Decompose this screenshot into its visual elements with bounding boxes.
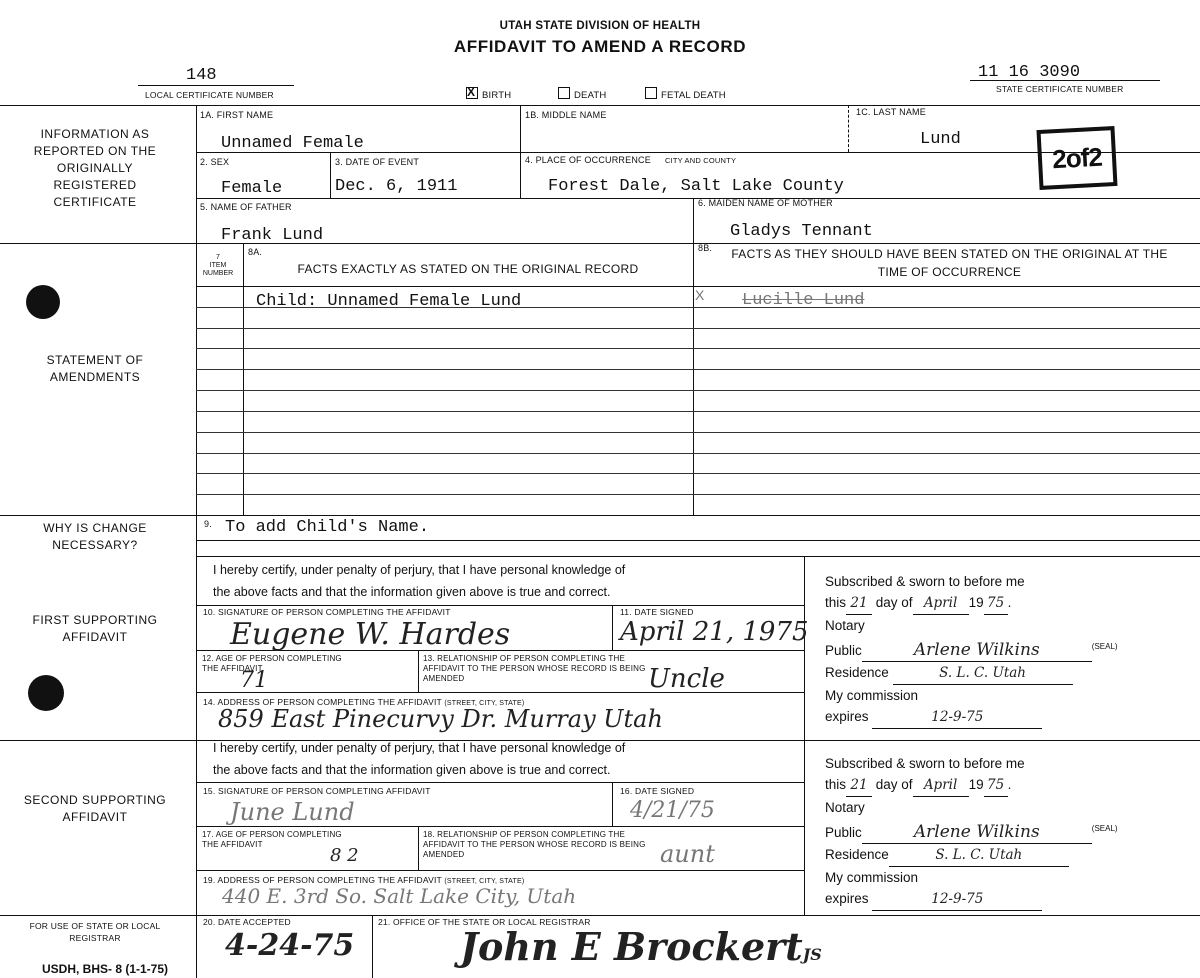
first-notary-public-sig: Arlene Wilkins xyxy=(862,640,1092,662)
first-notary-19: 19 xyxy=(968,595,984,610)
second-notary-seal: (SEAL) xyxy=(1091,824,1118,833)
birth-checkbox[interactable] xyxy=(466,87,478,99)
registrar-office-label: 21. OFFICE OF THE STATE OR LOCAL REGISTRAR xyxy=(378,917,591,927)
date-of-event-value: Dec. 6, 1911 xyxy=(335,177,458,196)
place-label-text: 4. PLACE OF OCCURRENCE xyxy=(525,155,651,165)
amendment-original-value: Child: Unnamed Female Lund xyxy=(256,292,522,311)
date-of-event-label: 3. DATE OF EVENT xyxy=(335,157,420,167)
section-amendments-label: STATEMENT OF AMENDMENTS xyxy=(46,353,144,384)
first-address-value: 859 East Pinecurvy Dr. Murray Utah xyxy=(218,705,663,733)
second-notary-expires-val: 12-9-75 xyxy=(872,889,1042,911)
col8b-header: FACTS AS THEY SHOULD HAVE BEEN STATED ON THE ORIGINAL AT THE TIME OF OCCURRENCE xyxy=(731,247,1168,279)
local-cert-label: LOCAL CERTIFICATE NUMBER xyxy=(145,90,274,100)
father-label: 5. NAME OF FATHER xyxy=(200,202,292,212)
page-stamp xyxy=(1036,126,1117,190)
checkbox-fetal-label: FETAL DEATH xyxy=(661,90,726,101)
second-certify-line1: I hereby certify, under penalty of perjury, that I have personal knowledge of xyxy=(213,741,626,755)
second-notary-expires: expires xyxy=(825,891,869,906)
place-sub-label: CITY AND COUNTY xyxy=(664,156,737,165)
amendment-row-line xyxy=(196,328,1200,329)
amendment-row-line xyxy=(196,453,1200,454)
first-relationship-value: Uncle xyxy=(648,664,725,694)
sex-value: Female xyxy=(221,179,283,198)
section-second-affidavit-label: SECOND SUPPORTING AFFIDAVIT xyxy=(23,793,167,824)
first-notary-residence-val: S. L. C. Utah xyxy=(893,663,1073,685)
second-notary-block: Subscribed & sworn to before me this 21 day of April 19 75 . Notary Public Arlene Wilkins $^{(SEAL)}$ Residence S. L. C. Utah My commission expires 12-9-75 xyxy=(825,753,1195,911)
second-notary-19: 19 xyxy=(968,777,984,792)
first-date-value: April 21, 1975 xyxy=(620,617,809,647)
checkbox-fetal-death[interactable] xyxy=(645,87,726,101)
first-notary-seal: (SEAL) xyxy=(1091,642,1118,651)
second-date-value: 4/21/75 xyxy=(630,798,715,823)
second-age-label: 17. AGE OF PERSON COMPLETING THE AFFIDAVIT xyxy=(202,830,342,849)
first-age-value: 71 xyxy=(240,668,268,693)
first-name-value: Unnamed Female xyxy=(221,134,364,153)
second-sig-label: 15. SIGNATURE OF PERSON COMPLETING AFFIDAVIT xyxy=(203,786,431,796)
state-cert-label: STATE CERTIFICATE NUMBER xyxy=(996,84,1124,94)
first-notary-this: this xyxy=(825,595,847,610)
second-address-label-text: 19. ADDRESS OF PERSON COMPLETING THE AFFIDAVIT xyxy=(203,875,442,885)
first-address-label-text: 14. ADDRESS OF PERSON COMPLETING THE AFFIDAVIT xyxy=(203,697,442,707)
first-certify-line2: the above facts and that the information given above is true and correct. xyxy=(213,585,611,599)
first-notary-expires-val: 12-9-75 xyxy=(872,707,1042,729)
second-notary-day: day of xyxy=(875,777,913,792)
checkbox-death-label: DEATH xyxy=(574,90,607,101)
punch-hole-top xyxy=(26,285,60,319)
father-value: Frank Lund xyxy=(221,226,324,245)
amendment-row-line xyxy=(196,411,1200,412)
mother-value: Gladys Tennant xyxy=(730,222,873,241)
first-notary-residence: Residence xyxy=(825,665,889,680)
amendment-row-line xyxy=(196,390,1200,391)
local-cert-number: 148 xyxy=(186,66,217,85)
first-notary-month: April xyxy=(913,593,969,615)
first-address-sub: (STREET, CITY, STATE) xyxy=(444,700,525,707)
second-notary-this: this xyxy=(825,777,847,792)
amendment-row-line xyxy=(196,494,1200,495)
first-notary-commission: My commission xyxy=(825,688,919,703)
item-number-text: ITEM NUMBER xyxy=(202,262,234,277)
birth-check-mark: X xyxy=(467,85,476,99)
second-notary-commission: My commission xyxy=(825,870,919,885)
why-num: 9. xyxy=(204,519,212,529)
second-signature: June Lund xyxy=(230,798,355,826)
punch-hole-bottom xyxy=(28,675,64,711)
amendment-x-mark: X xyxy=(695,287,705,303)
office-use-label: FOR USE OF STATE OR LOCAL REGISTRAR xyxy=(29,921,161,943)
agency-name: UTAH STATE DIVISION OF HEALTH xyxy=(499,20,701,32)
second-notary-residence-val: S. L. C. Utah xyxy=(889,845,1069,867)
amendment-row-line xyxy=(196,348,1200,349)
checkbox-birth-label: BIRTH xyxy=(482,90,512,101)
state-cert-number: 11 16 3090 xyxy=(978,63,1081,82)
first-notary-year: 75 xyxy=(984,593,1008,615)
second-notary-notary: Notary xyxy=(825,800,865,815)
mother-label: 6. MAIDEN NAME OF MOTHER xyxy=(698,198,833,208)
second-relationship-value: aunt xyxy=(660,840,715,868)
amendment-row-line xyxy=(196,473,1200,474)
second-address-value: 440 E. 3rd So. Salt Lake City, Utah xyxy=(222,884,577,908)
registrar-signature xyxy=(460,924,822,969)
first-signature: Eugene W. Hardes xyxy=(230,617,511,652)
section-why-label: WHY IS CHANGE NECESSARY? xyxy=(43,521,147,552)
second-notary-day-num: 21 xyxy=(846,775,872,797)
first-relationship-label: 13. RELATIONSHIP OF PERSON COMPLETING THE AFFIDAVIT TO THE PERSON WHOSE RECORD IS BEING AMENDED xyxy=(423,654,646,683)
first-age-label: 12. AGE OF PERSON COMPLETING THE AFFIDAVIT xyxy=(202,654,342,673)
middle-name-label: 1B. MIDDLE NAME xyxy=(525,110,607,120)
last-name-value: Lund xyxy=(920,130,961,149)
place-label xyxy=(525,155,736,165)
first-notary-sworn: Subscribed & sworn to before me xyxy=(825,574,1025,589)
registrar-suffix: JS xyxy=(802,945,822,964)
date-accepted-value: 4-24-75 xyxy=(225,928,355,963)
form-title: AFFIDAVIT TO AMEND A RECORD xyxy=(453,37,747,56)
second-notary-public: Public xyxy=(825,825,862,840)
form-id: USDH, BHS- 8 (1-1-75) xyxy=(42,962,169,976)
death-checkbox[interactable] xyxy=(558,87,570,99)
first-name-label: 1A. FIRST NAME xyxy=(200,110,274,120)
amendment-corrected-value: Lucille Lund xyxy=(742,291,865,310)
second-notary-sworn: Subscribed & sworn to before me xyxy=(825,756,1025,771)
first-notary-expires: expires xyxy=(825,709,869,724)
col8a-num: 8A. xyxy=(248,247,263,257)
page-stamp-text: 2of2 xyxy=(1051,141,1103,174)
item-number-num: 7 xyxy=(216,254,220,261)
second-notary-residence: Residence xyxy=(825,847,889,862)
first-notary-notary: Notary xyxy=(825,618,865,633)
first-sig-label: 10. SIGNATURE OF PERSON COMPLETING THE AFFIDAVIT xyxy=(203,607,451,617)
second-certify-line2: the above facts and that the information given above is true and correct. xyxy=(213,763,611,777)
first-notary-block: Subscribed & sworn to before me this 21 day of April 19 75 . Notary Public Arlene Wilkins $^{(SEAL)}$ Residence S. L. C. Utah My commission expires 12-9-75 xyxy=(825,571,1195,729)
amendment-row-line xyxy=(196,369,1200,370)
first-notary-day-num: 21 xyxy=(846,593,872,615)
second-age-value: 8 2 xyxy=(330,845,359,866)
registrar-signature-text: John E Brockert xyxy=(460,924,803,969)
first-certify-line1: I hereby certify, under penalty of perjury, that I have personal knowledge of xyxy=(213,563,626,577)
last-name-label: 1C. LAST NAME xyxy=(856,107,926,117)
item-number-header xyxy=(198,254,238,278)
second-notary-year: 75 xyxy=(984,775,1008,797)
second-date-label: 16. DATE SIGNED xyxy=(620,786,695,796)
fetal-death-checkbox[interactable] xyxy=(645,87,657,99)
checkbox-death[interactable] xyxy=(558,87,607,101)
why-value: To add Child's Name. xyxy=(225,518,430,537)
col8a-header: FACTS EXACTLY AS STATED ON THE ORIGINAL RECORD xyxy=(297,262,639,276)
second-relationship-label: 18. RELATIONSHIP OF PERSON COMPLETING THE AFFIDAVIT TO THE PERSON WHOSE RECORD IS BEING AMENDED xyxy=(423,830,646,859)
date-accepted-label: 20. DATE ACCEPTED xyxy=(203,917,291,927)
first-date-label: 11. DATE SIGNED xyxy=(620,607,694,617)
section-first-affidavit-label: FIRST SUPPORTING AFFIDAVIT xyxy=(32,613,158,644)
checkbox-birth[interactable] xyxy=(466,87,511,101)
first-notary-public: Public xyxy=(825,643,862,658)
sex-label: 2. SEX xyxy=(200,157,230,167)
second-address-sub: (STREET, CITY, STATE) xyxy=(444,878,525,885)
col8b-num: 8B. xyxy=(698,243,713,253)
second-notary-public-sig: Arlene Wilkins xyxy=(862,822,1092,844)
amendment-row-line xyxy=(196,432,1200,433)
place-value: Forest Dale, Salt Lake County xyxy=(548,177,844,196)
second-notary-month: April xyxy=(913,775,969,797)
section-original-label: INFORMATION AS REPORTED ON THE ORIGINALLY REGISTERED CERTIFICATE xyxy=(33,127,157,209)
first-notary-day: day of xyxy=(875,595,913,610)
